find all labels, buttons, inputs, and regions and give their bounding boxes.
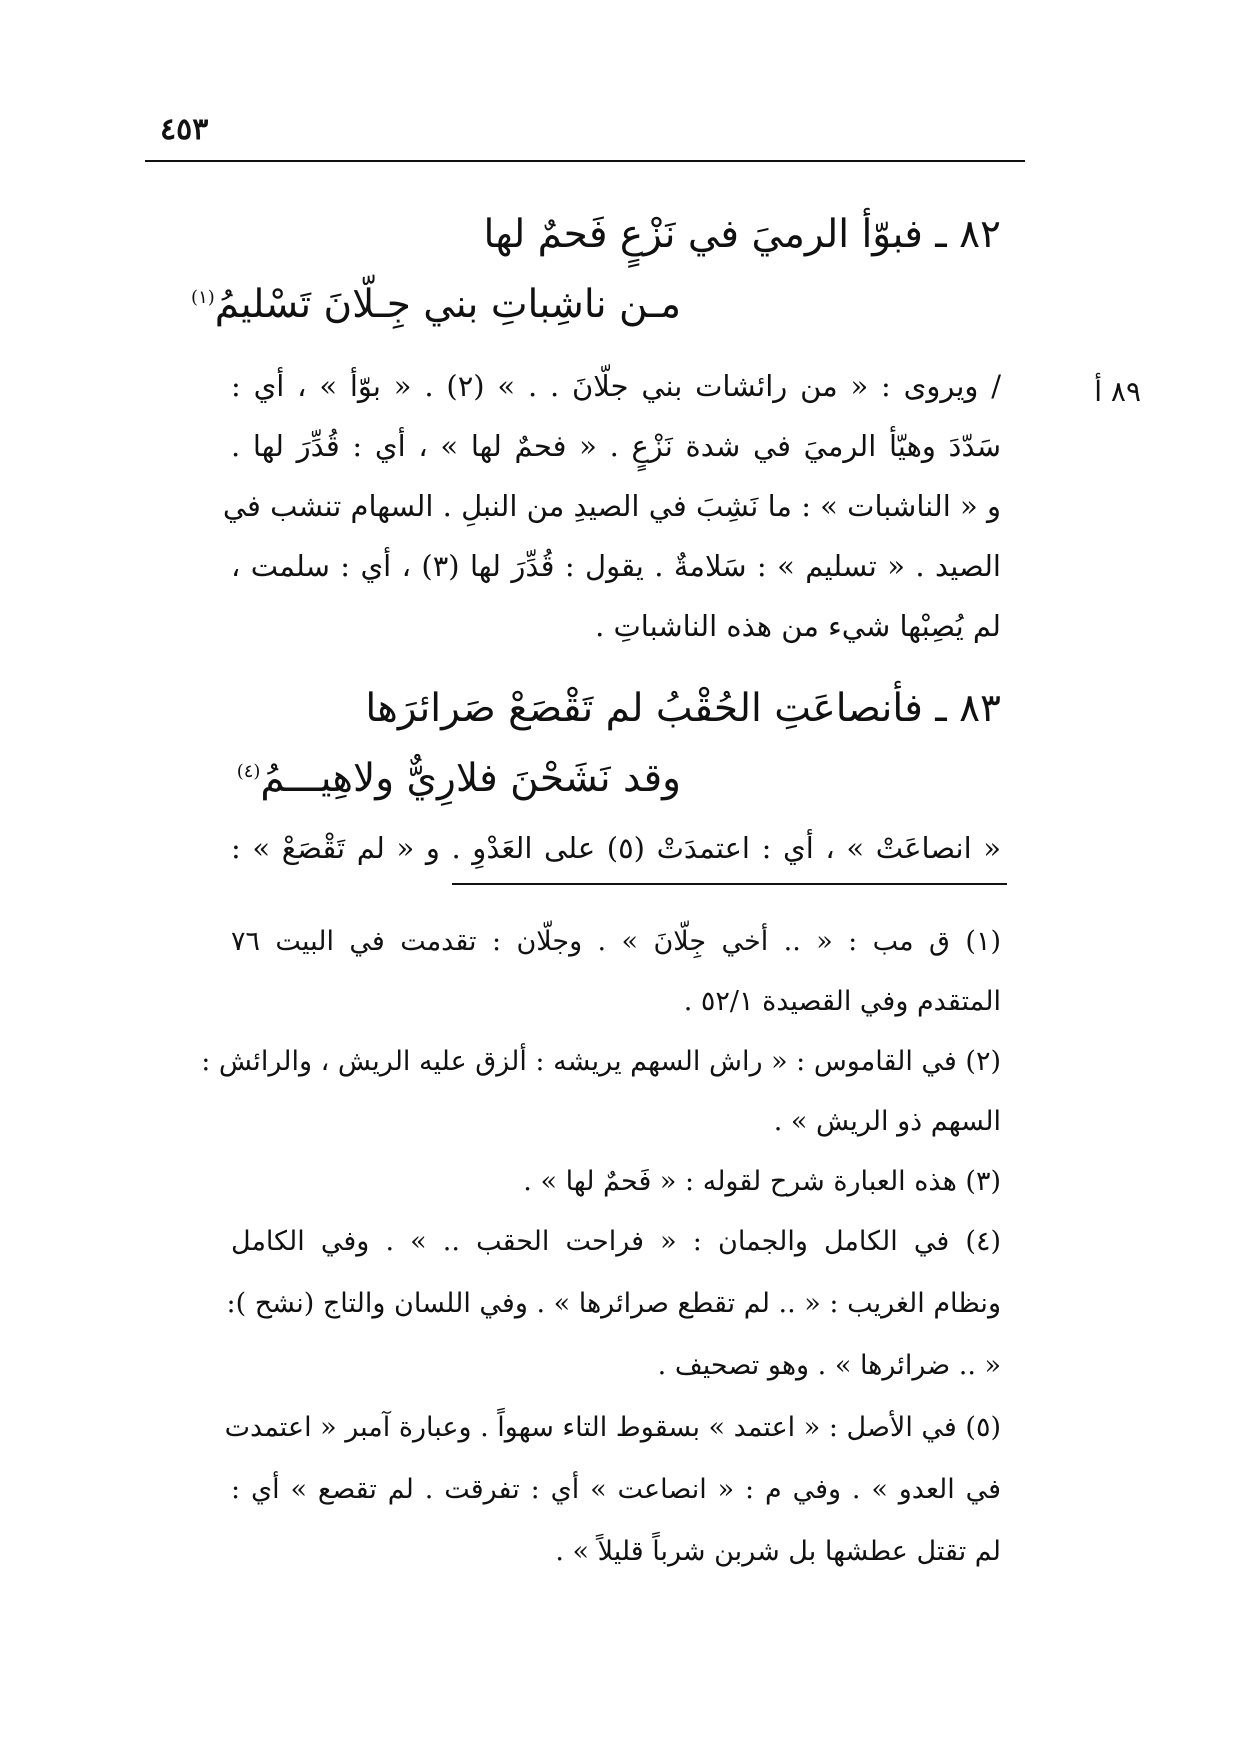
commentary-82-line-2: سَدّدَ وهيّأ الرميَ في شدة نَزْعٍ . « فحمٌ لها » ، أي : قُدِّرَ لها . [231,429,1001,463]
footnotes-rule [452,883,1007,885]
commentary-82-line-4: الصيد . « تسليم » : سَلامةٌ . يقول : قُدِّرَ لها (٣) ، أي : سلمت ، [231,549,1001,583]
footnote-5-line-2: في العدو » . وفي م : « انصاعت » أي : تفرقت . لم تقصع » أي : [231,1474,1001,1505]
commentary-83-line-1: « انصاعَتْ » ، أي : اعتمدَتْ (٥) على العَدْوِ . و « لم تَقْصَعْ » : [231,831,1001,865]
verse-82-line-2-text: مـن ناشِباتِ بني جِـلّانَ تَسْليمُ [214,282,681,327]
footnote-4-line-3: « .. ضرائرها » . وهو تصحيف . [657,1350,1001,1381]
footnote-1-line-2: المتقدم وفي القصيدة ٥٢/١ . [683,986,1001,1017]
footnote-ref-4: (٤) [236,761,261,782]
verse-83-line-1: ٨٣ ـ فأنصاعَتِ الحُقْبُ لم تَقْصَعْ صَرائرَها [365,686,1001,731]
verse-82-line-2 [191,282,681,327]
footnote-ref-1: (١) [191,287,215,308]
footnote-2-line-1: (٢) في القاموس : « راش السهم يريشه : ألزق عليه الريش ، والرائش : [201,1046,1001,1077]
footnote-4-line-2: ونظام الغريب : « .. لم تقطع صرائرها » . وفي اللسان والتاج (نشح ): [226,1288,1001,1319]
footnote-5-line-1: (٥) في الأصل : « اعتمد » بسقوط التاء سهواً . وعبارة آمبر « اعتمدت [224,1412,1001,1443]
page-number: ٤٥٣ [160,112,209,147]
header-rule [145,160,1025,162]
margin-folio-reference: ٨٩ أ [1094,375,1141,408]
footnote-4-line-1: (٤) في الكامل والجمان : « فراحت الحقب .. » . وفي الكامل [231,1226,1001,1257]
commentary-82-line-3: و « الناشبات » : ما نَشِبَ في الصيدِ من النبلِ . السهام تنشب في [222,489,1001,523]
commentary-82-line-1: / ويروى : « من رائشات بني جلّانَ . . » (٢) . « بوّأ » ، أي : [231,369,1001,403]
verse-83-line-2 [237,756,681,801]
footnote-5-line-3: لم تقتل عطشها بل شربن شرباً قليلاً » . [555,1536,1001,1567]
commentary-82-line-5: لم يُصِبْها شيء من هذه الناشباتِ . [595,609,1001,643]
verse-82-line-1: ٨٢ ـ فبوّأ الرميَ في نَزْعٍ فَحمٌ لها [483,212,1001,257]
verse-83-line-2-text: وقد نَشَحْنَ فلارِيٌّ ولاهِيـــمُ [260,756,681,801]
footnote-3: (٣) هذه العبارة شرح لقوله : « فَحمٌ لها » . [523,1166,1001,1197]
footnote-1-line-1: (١) ق مب : « .. أخي جِلّانَ » . وجلّان : تقدمت في البيت ٧٦ [231,926,1001,957]
footnote-2-line-2: السهم ذو الريش » . [773,1106,1001,1137]
